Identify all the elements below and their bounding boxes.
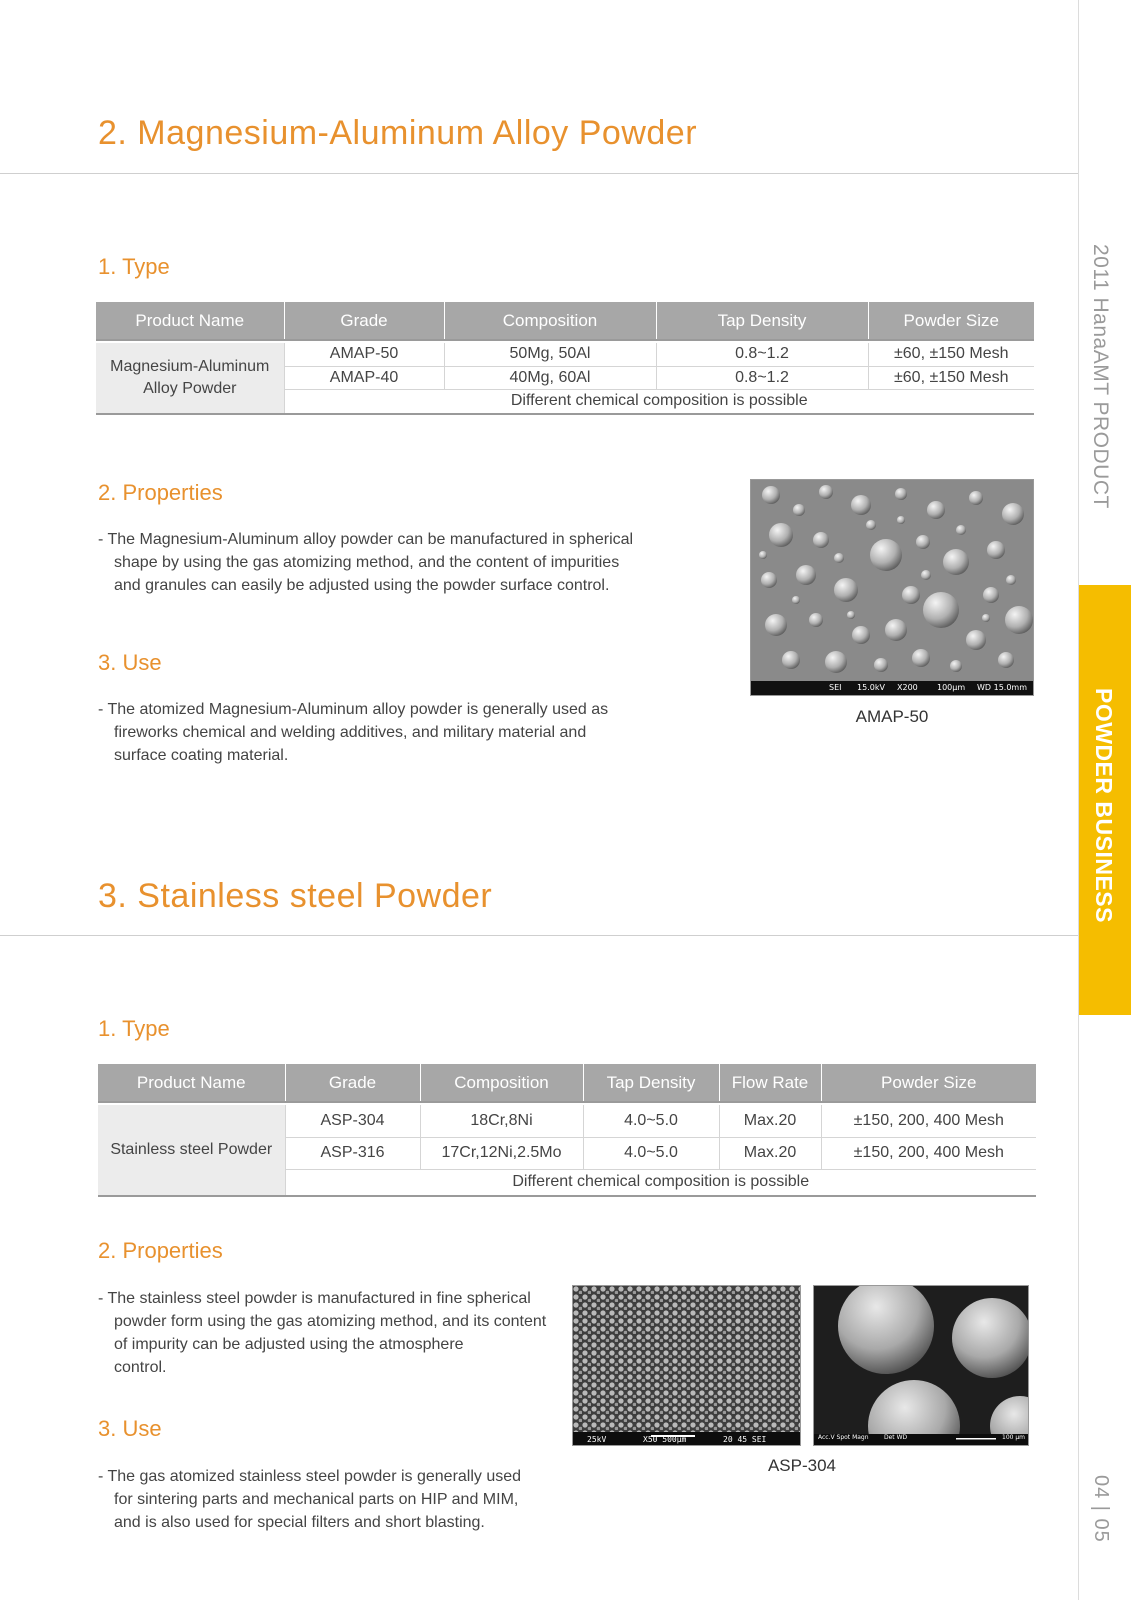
amap-50-caption: AMAP-50 [855, 707, 929, 726]
table-row [96, 343, 1034, 366]
section-2-type-heading: 1. Type [98, 254, 170, 279]
section-3-use-heading: 3. Use [98, 1416, 162, 1441]
tap-density-cell: 0.8~1.2 [656, 366, 868, 389]
section-2-properties-heading: 2. Properties [98, 480, 223, 505]
grade-cell: ASP-304 [285, 1105, 420, 1137]
col-header: Tap Density [656, 302, 868, 340]
product-name-cell: Magnesium-Aluminum Alloy Powder [96, 343, 284, 414]
col-header: Grade [285, 1064, 420, 1102]
sem-info-bar: 25kV X50 500μm 20 45 SEI [587, 1435, 767, 1444]
stainless-spec-table [98, 1064, 1036, 1197]
page-number: 04 | 05 [1090, 1475, 1112, 1543]
sem-micrograph [814, 1286, 1029, 1446]
col-header: Product Name [96, 302, 284, 340]
sidebar-section-band: POWDER BUSINESS [1079, 585, 1131, 1015]
col-header: Powder Size [868, 302, 1034, 340]
asp-304-sem-image-fine [572, 1285, 801, 1446]
section-3-properties-text: - The stainless steel powder is manufactured in fine spherical powder form using the gas atomizing method, and its content of impurity can be adjusted using the atmosphere control. [98, 1290, 547, 1376]
section-2-title: 2. Magnesium-Aluminum Alloy Powder [98, 114, 698, 152]
grade-cell: ASP-316 [285, 1137, 420, 1169]
powder-size-cell: ±150, 200, 400 Mesh [821, 1137, 1036, 1169]
sem-info-bar: SEI 15.0kV X200 100μm WD 15.0mm [829, 683, 1028, 692]
grade-cell: AMAP-50 [284, 343, 444, 366]
composition-cell: 17Cr,12Ni,2.5Mo [420, 1137, 583, 1169]
col-header: Powder Size [821, 1064, 1036, 1102]
sem-micrograph [573, 1286, 801, 1446]
col-header: Composition [420, 1064, 583, 1102]
table-note: Different chemical composition is possible [285, 1169, 1036, 1196]
section-3-type-heading: 1. Type [98, 1016, 170, 1041]
powder-size-cell: ±60, ±150 Mesh [868, 366, 1034, 389]
section-divider [0, 173, 1078, 174]
tap-density-cell: 4.0~5.0 [583, 1105, 719, 1137]
powder-size-cell: ±60, ±150 Mesh [868, 343, 1034, 366]
section-3-use-text: - The gas atomized stainless steel powder is generally used for sintering parts and mechanical parts on HIP and MIM, and is also used for special filters and short blasting. [98, 1468, 522, 1531]
tap-density-cell: 0.8~1.2 [656, 343, 868, 366]
composition-cell: 50Mg, 50Al [444, 343, 656, 366]
col-header: Grade [284, 302, 444, 340]
sidebar-publication-label: 2011 HanaAMT PRODUCT [1089, 244, 1112, 509]
section-3-properties-heading: 2. Properties [98, 1238, 223, 1263]
col-header: Product Name [98, 1064, 285, 1102]
col-header: Flow Rate [719, 1064, 821, 1102]
table-header-row [98, 1064, 1036, 1102]
flow-rate-cell: Max.20 [719, 1105, 821, 1137]
asp-304-sem-image-spheres [813, 1285, 1029, 1446]
sem-micrograph [751, 480, 1034, 696]
section-2-use-heading: 3. Use [98, 650, 162, 675]
grade-cell: AMAP-40 [284, 366, 444, 389]
flow-rate-cell: Max.20 [719, 1137, 821, 1169]
table-note: Different chemical composition is possible [284, 389, 1034, 414]
tap-density-cell: 4.0~5.0 [583, 1137, 719, 1169]
col-header: Tap Density [583, 1064, 719, 1102]
composition-cell: 40Mg, 60Al [444, 366, 656, 389]
section-divider [0, 935, 1078, 936]
mg-al-spec-table [96, 302, 1034, 415]
asp-304-caption: ASP-304 [767, 1456, 837, 1475]
powder-size-cell: ±150, 200, 400 Mesh [821, 1105, 1036, 1137]
table-header-row [96, 302, 1034, 340]
section-3-title: 3. Stainless steel Powder [98, 877, 493, 915]
sem-info-bar: Acc.V Spot Magn Det WD 100 μm [818, 1434, 1026, 1441]
section-2-properties-text: - The Magnesium-Aluminum alloy powder can be manufactured in spherical shape by using the gas atomizing method, and the content of impurities and granules can easily be adjusted using the powder surface control. [98, 531, 634, 594]
table-row [98, 1105, 1036, 1137]
section-2-use-text: - The atomized Magnesium-Aluminum alloy powder is generally used as fireworks chemical and welding additives, and military material and surface coating material. [98, 701, 609, 764]
composition-cell: 18Cr,8Ni [420, 1105, 583, 1137]
product-name-cell: Stainless steel Powder [98, 1105, 285, 1196]
amap-50-sem-image [750, 479, 1034, 696]
col-header: Composition [444, 302, 656, 340]
